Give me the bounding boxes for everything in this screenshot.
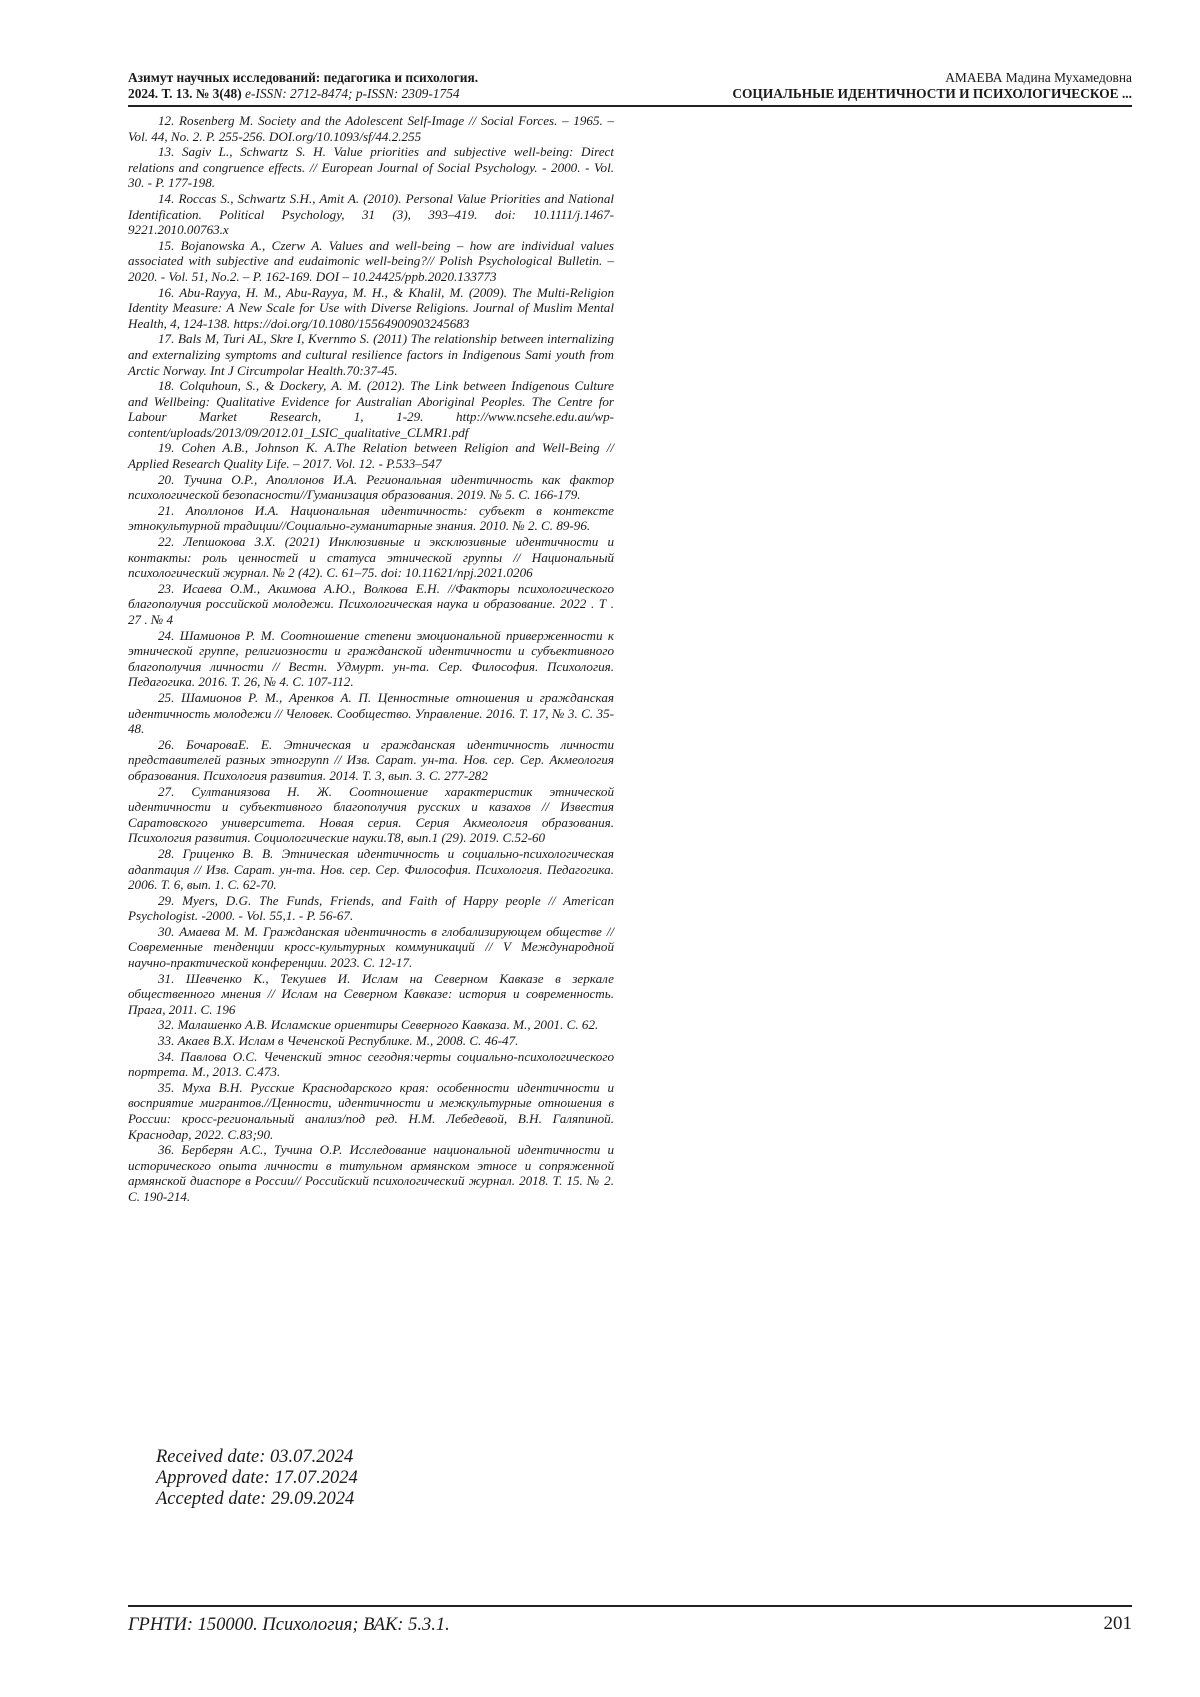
reference-item: 22. Лепшокова З.Х. (2021) Инклюзивные и эксклюзивные идентичности и контакты: роль ценностей и статуса этнической группы // Национальный психологический журнал. № 2 (42). С. 61–75. doi: 10.11621/npj.2021.0206 <box>128 534 614 581</box>
page-number: 201 <box>1103 1613 1132 1634</box>
issue-line <box>128 86 478 102</box>
page-footer <box>128 1605 1132 1645</box>
issn: e-ISSN: 2712-8474; p-ISSN: 2309-1754 <box>241 86 460 101</box>
issue-number: 2024. Т. 13. № 3(48) <box>128 86 242 101</box>
received-date: Received date: 03.07.2024 <box>156 1447 354 1467</box>
reference-list <box>128 113 614 1205</box>
reference-item: 24. Шамионов Р. М. Соотношение степени эмоциональной приверженности к этнической группе, религиозности и гражданской идентичности и субъективного благополучия личности // Вестн. Удмурт. ун-та. Сер. Философия. Психология. Педагогика. 2016. Т. 26, № 4. С. 107-112. <box>128 627 614 690</box>
reference-item: 20. Тучина О.Р., Аполлонов И.А. Региональная идентичность как фактор психологической безопасности//Гуманизация образования. 2019. № 5. С. 166-179. <box>128 471 614 503</box>
article-title: СОЦИАЛЬНЫЕ ИДЕНТИЧНОСТИ И ПСИХОЛОГИЧЕСКОЕ ... <box>732 86 1132 101</box>
classification-codes: ГРНТИ: 150000. Психология; ВАК: 5.3.1. <box>128 1615 450 1635</box>
journal-title: Азимут научных исследований: педагогика и психология. <box>128 70 479 85</box>
reference-item: 32. Малашенко А.В. Исламские ориентиры Северного Кавказа. М., 2001. С. 62. <box>158 1017 599 1033</box>
journal-info <box>128 70 478 102</box>
reference-item: 23. Исаева О.М., Акимова А.Ю., Волкова Е.Н. //Факторы психологического благополучия российской молодежи. Психологическая наука и образование. 2022 . Т . 27 . № 4 <box>128 580 614 627</box>
reference-item: 19. Cohen A.B., Johnson K. A.The Relation between Religion and Well-Being // Applied Research Quality Life. – 2017. Vol. 12. - P.533–547 <box>128 440 614 472</box>
reference-item: 30. Амаева М. М. Гражданская идентичность в глобализирующем обществе // Современные тенденции кросс-культурных коммуникаций // V Международной научно-практической конференции. 2023. С. 12-17. <box>128 923 614 971</box>
reference-item: 16. Abu-Rayya, H. M., Abu-Rayya, M. H., & Khalil, M. (2009). The Multi-Religion Identity Measure: A New Scale for Use with Diverse Religions. Journal of Muslim Mental Health, 4, 124-138. https://doi.org/10.1080/15564900903245683 <box>128 284 614 331</box>
reference-item: 17. Bals M, Turi AL, Skre I, Kvernmo S. (2011) The relationship between internalizing and externalizing symptoms and cultural resilience factors in Indigenous Sami youth from Arctic Norway. Int J Circumpolar Health.70:37-45. <box>128 331 614 378</box>
reference-item: 26. БочароваЕ. Е. Этническая и гражданская идентичность личности представителей разных этногрупп // Изв. Сарат. ун-та. Нов. сер. Сер. Акмеология образования. Психология развития. 2014. Т. 3, вып. 3. С. 277-282 <box>128 736 614 783</box>
reference-item: 36. Берберян А.С., Тучина О.Р. Исследование национальной идентичности и исторического опыта личности в титульном армянском этносе и сопряженной армянской диаспоре в России// Российский психологический журнал. 2018. Т. 15. № 2. С. 190-214. <box>128 1142 614 1204</box>
reference-item: 27. Султаниязова Н. Ж. Соотношение характеристик этнической идентичности и субъективного благополучия русских и казахов // Известия Саратовского университета. Новая серия. Серия Акмеология образования. Психология развития. Социологические науки.Т8, вып.1 (29). 2019. С.52-60 <box>128 783 614 846</box>
reference-item: 12. Rosenberg M. Society and the Adolescent Self-Image // Social Forces. – 1965. – Vol. 44, No. 2. P. 255-256. DOI.org/10.1093/sf/44.2.255 <box>128 113 614 144</box>
running-header <box>128 70 1132 106</box>
reference-item: 31. Шевченко К., Текушев И. Ислам на Северном Кавказе в зеркале общественного мнения // Ислам на Северном Кавказе: история и современность. Прага, 2011. С. 196 <box>128 970 614 1017</box>
footer-rule <box>128 1605 1132 1607</box>
reference-item: 13. Sagiv L., Schwartz S. H. Value priorities and subjective well-being: Direct relations and congruence effects. // European Journal of Social Psychology. - 2000. - Vol. 30. - P. 177-198. <box>128 144 614 191</box>
reference-item: 29. Myers, D.G. The Funds, Friends, and Faith of Happy people // American Psychologist. -2000. - Vol. 55,1. - P. 56-67. <box>128 892 614 924</box>
submission-dates <box>156 1447 576 1510</box>
reference-item: 21. Аполлонов И.А. Национальная идентичность: субъект в контексте этнокультурной традиции//Социально-гуманитарные знания. 2010. № 2. С. 89-96. <box>128 502 614 534</box>
approved-date: Approved date: 17.07.2024 <box>156 1468 358 1488</box>
header-rule <box>128 105 1132 107</box>
accepted-date: Accepted date: 29.09.2024 <box>156 1489 355 1509</box>
article-info <box>732 70 1132 102</box>
reference-item: 33. Акаев В.Х. Ислам в Чеченской Республике. М., 2008. С. 46-47. <box>158 1033 519 1049</box>
reference-item: 25. Шамионов Р. М., Аренков А. П. Ценностные отношения и гражданская идентичность молодежи // Человек. Сообщество. Управление. 2016. Т. 17, № 3. С. 35-48. <box>128 689 614 737</box>
reference-item: 14. Roccas S., Schwartz S.H., Amit A. (2010). Personal Value Priorities and National Identification. Political Psychology, 31 (3), 393–419. doi: 10.1111/j.1467-9221.2010.00763.x <box>128 190 614 238</box>
reference-item: 35. Муха В.Н. Русские Краснодарского края: особенности идентичности и восприятие мигрантов.//Ценности, идентичности и межкультурные отношения в России: кросс-региональный анализ/под ред. Н.М. Лебедевой, В.Н. Галяпиной. Краснодар, 2022. С.83;90. <box>128 1079 614 1142</box>
reference-item: 15. Bojanowska A., Czerw A. Values and well-being – how are individual values associated with subjective and eudaimonic well-being?// Polish Psychological Bulletin. – 2020. - Vol. 51, No.2. – P. 162-169. DOI – 10.24425/ppb.2020.133773 <box>128 237 614 284</box>
author-name: АМАЕВА Мадина Мухамедовна <box>945 70 1132 85</box>
reference-item: 34. Павлова О.С. Чеченский этнос сегодня:черты социально-психологического портрета. М., 2013. С.473. <box>128 1048 614 1080</box>
reference-item: 28. Гриценко В. В. Этническая идентичность и социально-психологическая адаптация // Изв. Сарат. ун-та. Нов. сер. Сер. Философия. Психология. Педагогика. 2006. Т. 6, вып. 1. С. 62-70. <box>128 845 614 893</box>
reference-item: 18. Colquhoun, S., & Dockery, A. M. (2012). The Link between Indigenous Culture and Wellbeing: Qualitative Evidence for Australian Aboriginal Peoples. The Centre for Labour Market Research, 1, 1-29. http://www.ncsehe.edu.au/wp-content/uploads/2013/09/2012.01_LSIC_qualitative_CLMR1.pdf <box>128 378 614 440</box>
